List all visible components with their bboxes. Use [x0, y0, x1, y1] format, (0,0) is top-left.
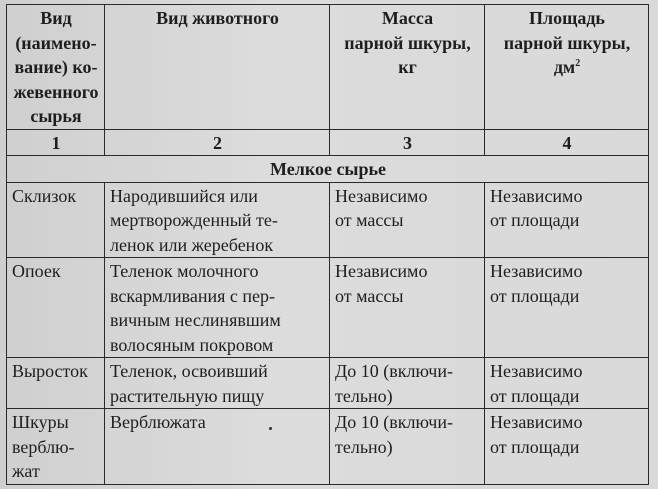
- area-cell: Независимо от площади: [485, 182, 649, 258]
- header-area: Площадь парной шкуры, $дм^2$: [485, 5, 649, 130]
- header-raw-type: Вид (наимено- вание) ко- жевенного сырья: [7, 5, 105, 130]
- header-mass: Масса парной шкуры, кг: [330, 5, 485, 130]
- animal-cell: Народившийся или мертворожденный те- ленок или жеребенок: [105, 182, 330, 258]
- area-cell: Независимо от площади: [485, 409, 649, 485]
- area-cell: Независимо от площади: [485, 258, 649, 358]
- area-unit-superscript: 2: [575, 58, 581, 69]
- raw-type-cell: Опоек: [7, 258, 105, 358]
- raw-materials-table: [6, 4, 649, 485]
- section-title: Мелкое сырье: [7, 156, 649, 183]
- mass-cell: До 10 (включи- тельно): [330, 409, 485, 485]
- column-number: 1: [7, 129, 105, 156]
- animal-cell: Верблюжата: [105, 409, 330, 485]
- table-row: [7, 182, 649, 258]
- mass-cell: Независимо от массы: [330, 182, 485, 258]
- table-row: [7, 258, 649, 358]
- column-number: 3: [330, 129, 485, 156]
- column-number: 4: [485, 129, 649, 156]
- print-speck: [269, 427, 272, 430]
- header-row: [7, 5, 649, 130]
- mass-cell: Независимо от массы: [330, 258, 485, 358]
- column-number: 2: [105, 129, 330, 156]
- header-animal-type: Вид животного: [105, 5, 330, 130]
- table-row: [7, 358, 649, 409]
- area-cell: Независимо от площади: [485, 358, 649, 409]
- raw-type-cell: Выросток: [7, 358, 105, 409]
- table-row: [7, 409, 649, 485]
- raw-type-cell: Склизок: [7, 182, 105, 258]
- column-number-row: [7, 129, 649, 156]
- section-row: [7, 156, 649, 183]
- animal-cell: Теленок, освоивший растительную пищу: [105, 358, 330, 409]
- raw-type-cell: Шкуры верблю- жат: [7, 409, 105, 485]
- animal-cell: Теленок молочного вскармливания с пер- вичным неслинявшим волосяным покровом: [105, 258, 330, 358]
- mass-cell: До 10 (включи- тельно): [330, 358, 485, 409]
